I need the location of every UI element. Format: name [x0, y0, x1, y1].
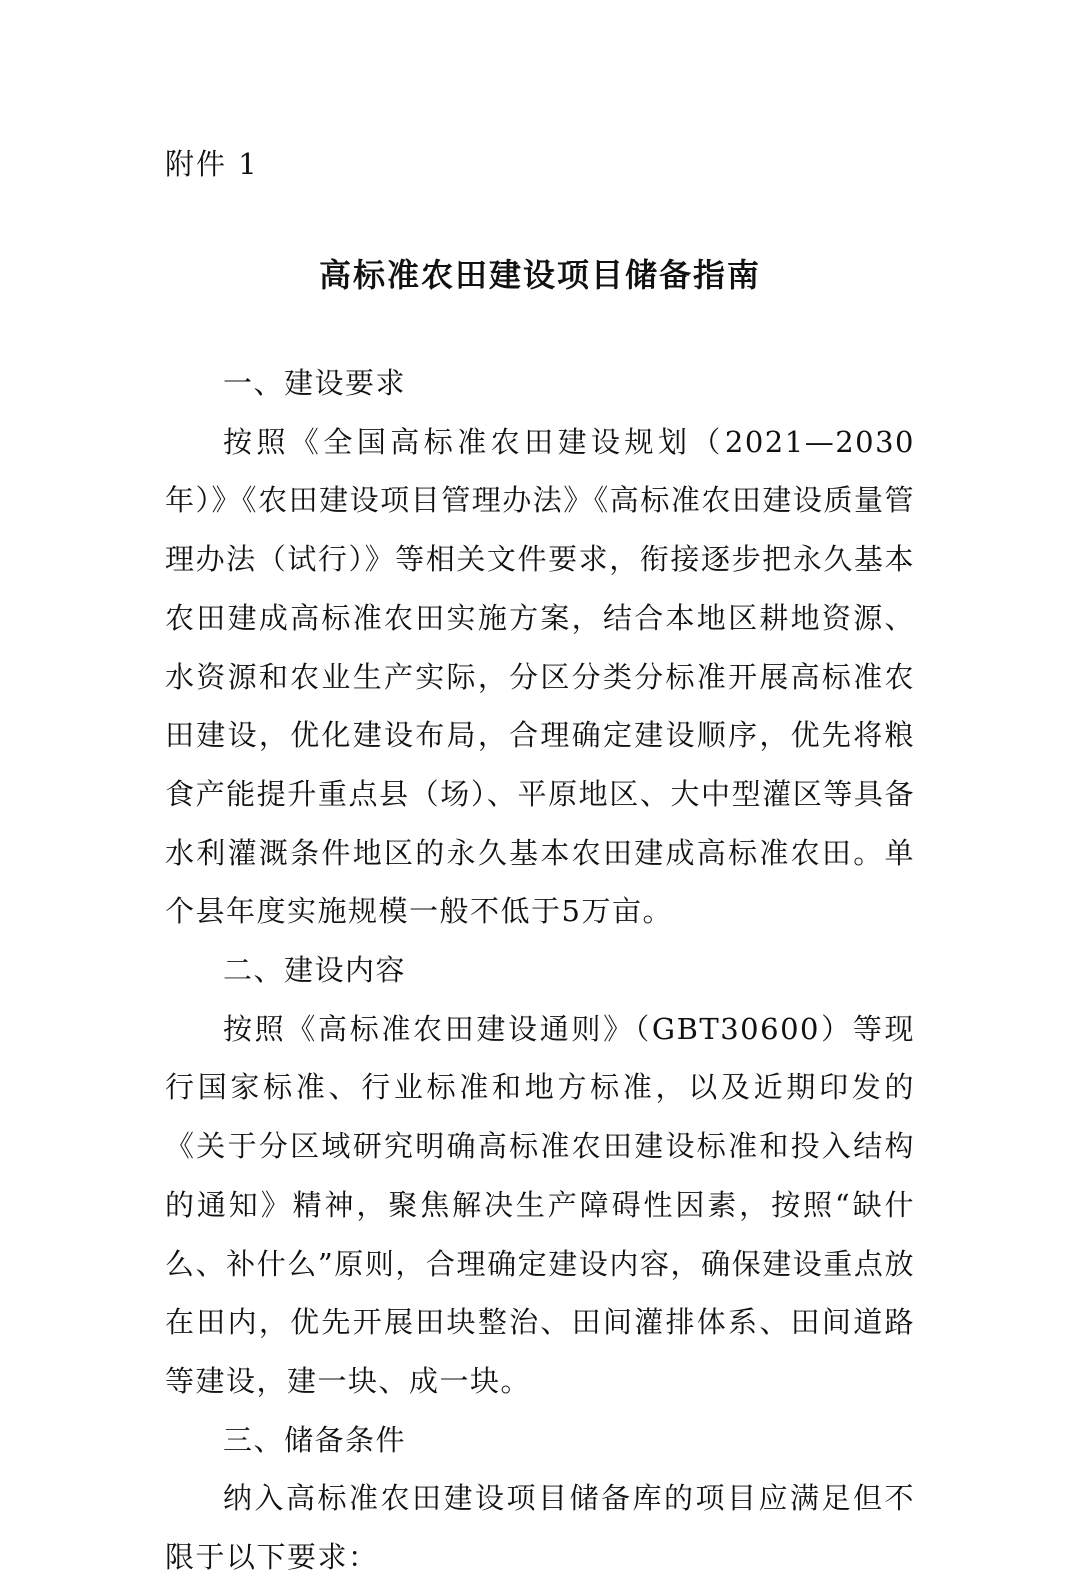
section-heading: 三、储备条件: [223, 1422, 407, 1457]
section-paragraph: 按照《高标准农田建设通则》（GBT30600）等现行国家标准、行业标准和地方标准，以及近期印发的《关于分区域研究明确高标准农田建设标准和投入结构的通知》精神，聚焦解决生产障碍性因素，按照“缺什么、补什么”原则，合理确定建设内容，确保建设重点放在田内，优先开展田块整治、田间灌排体系、田间道路等建设，建一块、成一块。: [165, 1011, 915, 1398]
attachment-label: 附件 1: [165, 147, 259, 181]
section-heading: 一、建设要求: [223, 366, 407, 400]
section-paragraph: 按照《全国高标准农田建设规划（2021—2030年）》《农田建设项目管理办法》《高标准农田建设质量管理办法（试行）》等相关文件要求，衔接逐步把永久基本农田建成高标准农田实施方案，结合本地区耕地资源、水资源和农业生产实际，分区分类分标准开展高标准农田建设，优化建设布局，合理确定建设顺序，优先将粮食产能提升重点县（场）、平原地区、大中型灌区等具备水利灌溉条件地区的永久基本农田建成高标准农田。单个县年度实施规模一般不低于5万亩。: [165, 424, 915, 929]
document-title: 高标准农田建设项目储备指南: [318, 256, 761, 294]
section-paragraph: 纳入高标准农田建设项目储备库的项目应满足但不限于以下要求：: [165, 1481, 915, 1575]
section-heading: 二、建设内容: [223, 953, 407, 988]
